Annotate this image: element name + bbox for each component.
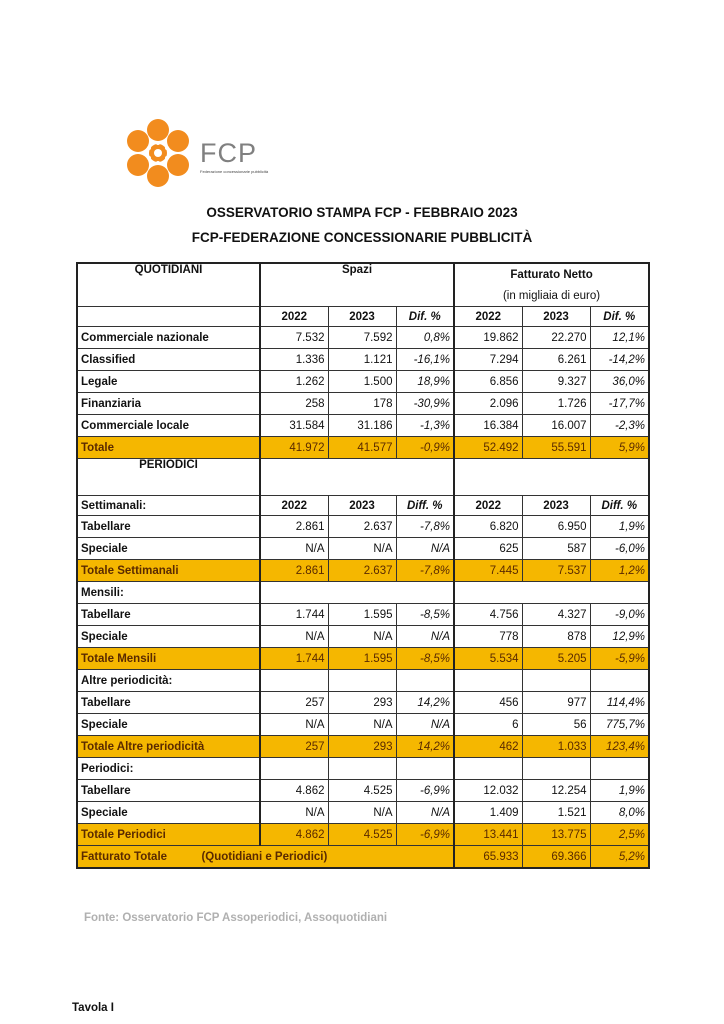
cell-value: 462 bbox=[454, 736, 522, 758]
periodici-body bbox=[77, 459, 649, 869]
row-label: Totale bbox=[77, 437, 260, 459]
empty-cell bbox=[454, 582, 649, 604]
total-row bbox=[77, 648, 649, 670]
year-cell: 2023 bbox=[328, 496, 396, 516]
empty-cell bbox=[590, 670, 649, 692]
cell-value: 5.205 bbox=[522, 648, 590, 670]
cell-value: 1.500 bbox=[328, 371, 396, 393]
cell-value: 7.445 bbox=[454, 560, 522, 582]
empty-cell bbox=[260, 459, 454, 496]
row-label: Commerciale locale bbox=[77, 415, 260, 437]
cell-value: N/A bbox=[260, 538, 328, 560]
cell-value: -14,2% bbox=[590, 349, 649, 371]
cell-value: 114,4% bbox=[590, 692, 649, 714]
row-label: Speciale bbox=[77, 802, 260, 824]
empty-cell bbox=[328, 758, 396, 780]
empty-cell bbox=[454, 670, 522, 692]
cell-value: 257 bbox=[260, 736, 328, 758]
cell-value: 258 bbox=[260, 393, 328, 415]
cell-value: 14,2% bbox=[396, 692, 454, 714]
cell-value: 2.861 bbox=[260, 516, 328, 538]
row-label: Totale Mensili bbox=[77, 648, 260, 670]
logo-tagline: Federazione concessionarie pubblicità bbox=[200, 169, 269, 174]
cell-value: 1.595 bbox=[328, 604, 396, 626]
empty-cell bbox=[522, 758, 590, 780]
cell-value: 12,9% bbox=[590, 626, 649, 648]
cell-value: 41.577 bbox=[328, 437, 396, 459]
year-cell: 2022 bbox=[260, 496, 328, 516]
table-row bbox=[77, 393, 649, 415]
cell-value: 6.820 bbox=[454, 516, 522, 538]
cell-value: N/A bbox=[328, 802, 396, 824]
cell-value: 587 bbox=[522, 538, 590, 560]
row-label: Speciale bbox=[77, 538, 260, 560]
cell-value: -8,5% bbox=[396, 648, 454, 670]
empty-cell bbox=[328, 670, 396, 692]
group-label: Settimanali: bbox=[77, 496, 260, 516]
table-caption: Tavola I bbox=[72, 1002, 114, 1014]
table-row bbox=[77, 714, 649, 736]
row-label: Legale bbox=[77, 371, 260, 393]
cell-value: 775,7% bbox=[590, 714, 649, 736]
table-row bbox=[77, 516, 649, 538]
cell-value: 778 bbox=[454, 626, 522, 648]
cell-value: 1.336 bbox=[260, 349, 328, 371]
cell-value: 31.584 bbox=[260, 415, 328, 437]
cell-value: 18,9% bbox=[396, 371, 454, 393]
year-cell: 2023 bbox=[522, 496, 590, 516]
page-title: OSSERVATORIO STAMPA FCP - FEBBRAIO 2023 bbox=[206, 205, 518, 220]
table-row bbox=[77, 692, 649, 714]
cell-value: 7.294 bbox=[454, 349, 522, 371]
cell-value: 1.744 bbox=[260, 648, 328, 670]
empty-cell bbox=[590, 758, 649, 780]
cell-value: 12.032 bbox=[454, 780, 522, 802]
year-row bbox=[77, 496, 649, 516]
total-row bbox=[77, 824, 649, 846]
page-subtitle: FCP-FEDERAZIONE CONCESSIONARIE PUBBLICITÀ bbox=[191, 230, 533, 245]
cell-value: 5,9% bbox=[590, 437, 649, 459]
table-row bbox=[77, 802, 649, 824]
cell-value: 14,2% bbox=[396, 736, 454, 758]
cell-value: N/A bbox=[396, 626, 454, 648]
year-row bbox=[77, 307, 649, 327]
cell-value: 1.262 bbox=[260, 371, 328, 393]
row-label: Tabellare bbox=[77, 516, 260, 538]
year-cell: 2023 bbox=[328, 307, 396, 327]
year-cell: 2023 bbox=[522, 307, 590, 327]
cell-value: 2.637 bbox=[328, 560, 396, 582]
data-table bbox=[76, 262, 650, 869]
fatturato-header: Fatturato Netto bbox=[454, 263, 649, 285]
cell-value: 31.186 bbox=[328, 415, 396, 437]
cell-value: -5,9% bbox=[590, 648, 649, 670]
table-row bbox=[77, 371, 649, 393]
cell-value: 12.254 bbox=[522, 780, 590, 802]
group-header-row bbox=[77, 582, 649, 604]
grand-total-title: Fatturato Totale bbox=[81, 850, 168, 863]
cell-value: -8,5% bbox=[396, 604, 454, 626]
cell-value: 12,1% bbox=[590, 327, 649, 349]
row-label: Tabellare bbox=[77, 780, 260, 802]
cell-value: 65.933 bbox=[454, 846, 522, 869]
empty-cell bbox=[454, 459, 649, 496]
cell-value: 2.861 bbox=[260, 560, 328, 582]
cell-value: -6,9% bbox=[396, 780, 454, 802]
table-row bbox=[77, 415, 649, 437]
cell-value: 0,8% bbox=[396, 327, 454, 349]
flower-logo-icon bbox=[122, 118, 200, 188]
cell-value: 36,0% bbox=[590, 371, 649, 393]
cell-value: 69.366 bbox=[522, 846, 590, 869]
cell-value: -16,1% bbox=[396, 349, 454, 371]
cell-value: 123,4% bbox=[590, 736, 649, 758]
cell-value: -0,9% bbox=[396, 437, 454, 459]
group-label: Altre periodicità: bbox=[77, 670, 260, 692]
grand-total-note: (Quotidiani e Periodici) bbox=[201, 850, 328, 863]
cell-value: -7,8% bbox=[396, 516, 454, 538]
row-label: Tabellare bbox=[77, 692, 260, 714]
empty-cell bbox=[260, 670, 328, 692]
cell-value: N/A bbox=[396, 714, 454, 736]
cell-value: 4.862 bbox=[260, 824, 328, 846]
empty-cell bbox=[454, 758, 522, 780]
row-label: Speciale bbox=[77, 714, 260, 736]
logo-brand: FCP bbox=[200, 138, 257, 168]
cell-value: 1,2% bbox=[590, 560, 649, 582]
cell-value: 16.384 bbox=[454, 415, 522, 437]
grand-total-label bbox=[77, 846, 454, 869]
cell-value: -6,9% bbox=[396, 824, 454, 846]
cell-value: 2.096 bbox=[454, 393, 522, 415]
cell-value: 22.270 bbox=[522, 327, 590, 349]
cell-value: 1,9% bbox=[590, 516, 649, 538]
group-label: Periodici: bbox=[77, 758, 260, 780]
total-row bbox=[77, 437, 649, 459]
cell-value: 4.756 bbox=[454, 604, 522, 626]
row-label: Commerciale nazionale bbox=[77, 327, 260, 349]
cell-value: 8,0% bbox=[590, 802, 649, 824]
row-label: Totale Altre periodicità bbox=[77, 736, 260, 758]
quotidiani-body bbox=[77, 327, 649, 459]
cell-value: 13.775 bbox=[522, 824, 590, 846]
cell-value: 16.007 bbox=[522, 415, 590, 437]
cell-value: 1.521 bbox=[522, 802, 590, 824]
cell-value: 293 bbox=[328, 692, 396, 714]
cell-value: -1,3% bbox=[396, 415, 454, 437]
empty-cell bbox=[260, 758, 328, 780]
empty-cell bbox=[522, 670, 590, 692]
cell-value: 13.441 bbox=[454, 824, 522, 846]
cell-value: 1.744 bbox=[260, 604, 328, 626]
year-label-cell bbox=[77, 307, 260, 327]
cell-value: N/A bbox=[328, 626, 396, 648]
cell-value: 1.595 bbox=[328, 648, 396, 670]
total-row bbox=[77, 736, 649, 758]
table-row bbox=[77, 538, 649, 560]
cell-value: 7.592 bbox=[328, 327, 396, 349]
cell-value: 7.532 bbox=[260, 327, 328, 349]
periodici-header-row bbox=[77, 459, 649, 496]
fatturato-subheader: (in migliaia di euro) bbox=[454, 285, 649, 307]
cell-value: N/A bbox=[328, 538, 396, 560]
table-row bbox=[77, 327, 649, 349]
table-row bbox=[77, 780, 649, 802]
group-header-row bbox=[77, 670, 649, 692]
cell-value: -7,8% bbox=[396, 560, 454, 582]
diff-header-cell: Diff. % bbox=[590, 496, 649, 516]
cell-value: 6 bbox=[454, 714, 522, 736]
cell-value: 19.862 bbox=[454, 327, 522, 349]
table-row bbox=[77, 349, 649, 371]
row-label: Classified bbox=[77, 349, 260, 371]
cell-value: 55.591 bbox=[522, 437, 590, 459]
cell-value: N/A bbox=[260, 802, 328, 824]
row-label: Totale Periodici bbox=[77, 824, 260, 846]
cell-value: N/A bbox=[328, 714, 396, 736]
cell-value: N/A bbox=[396, 538, 454, 560]
source-note: Fonte: Osservatorio FCP Assoperiodici, Assoquotidiani bbox=[84, 912, 388, 924]
cell-value: 52.492 bbox=[454, 437, 522, 459]
cell-value: 5.534 bbox=[454, 648, 522, 670]
row-label: Tabellare bbox=[77, 604, 260, 626]
group-label: Mensili: bbox=[77, 582, 260, 604]
cell-value: N/A bbox=[260, 626, 328, 648]
group-header-row bbox=[77, 758, 649, 780]
cell-value: 1.033 bbox=[522, 736, 590, 758]
year-cell: 2022 bbox=[260, 307, 328, 327]
cell-value: 4.525 bbox=[328, 824, 396, 846]
row-label: Finanziaria bbox=[77, 393, 260, 415]
row-label: Totale Settimanali bbox=[77, 560, 260, 582]
empty-cell bbox=[260, 582, 454, 604]
cell-value: 41.972 bbox=[260, 437, 328, 459]
cell-value: -6,0% bbox=[590, 538, 649, 560]
diff-header-cell: Dif. % bbox=[590, 307, 649, 327]
cell-value: 4.862 bbox=[260, 780, 328, 802]
cell-value: N/A bbox=[260, 714, 328, 736]
cell-value: 5,2% bbox=[590, 846, 649, 869]
diff-header-cell: Diff. % bbox=[396, 496, 454, 516]
cell-value: -2,3% bbox=[590, 415, 649, 437]
periodici-header: PERIODICI bbox=[77, 459, 260, 496]
cell-value: -9,0% bbox=[590, 604, 649, 626]
cell-value: 1,9% bbox=[590, 780, 649, 802]
cell-value: N/A bbox=[396, 802, 454, 824]
cell-value: 2,5% bbox=[590, 824, 649, 846]
table-row bbox=[77, 626, 649, 648]
cell-value: 4.327 bbox=[522, 604, 590, 626]
cell-value: 1.409 bbox=[454, 802, 522, 824]
cell-value: 878 bbox=[522, 626, 590, 648]
cell-value: 4.525 bbox=[328, 780, 396, 802]
year-cell: 2022 bbox=[454, 496, 522, 516]
cell-value: 178 bbox=[328, 393, 396, 415]
cell-value: 56 bbox=[522, 714, 590, 736]
cell-value: 6.261 bbox=[522, 349, 590, 371]
diff-header-cell: Dif. % bbox=[396, 307, 454, 327]
cell-value: 1.121 bbox=[328, 349, 396, 371]
cell-value: 456 bbox=[454, 692, 522, 714]
header-row bbox=[77, 263, 649, 285]
cell-value: -30,9% bbox=[396, 393, 454, 415]
cell-value: -17,7% bbox=[590, 393, 649, 415]
cell-value: 625 bbox=[454, 538, 522, 560]
spazi-header: Spazi bbox=[260, 263, 454, 307]
cell-value: 7.537 bbox=[522, 560, 590, 582]
cell-value: 257 bbox=[260, 692, 328, 714]
fcp-logo bbox=[122, 118, 272, 188]
row-label: Speciale bbox=[77, 626, 260, 648]
table-row bbox=[77, 604, 649, 626]
cell-value: 6.856 bbox=[454, 371, 522, 393]
quotidiani-header: QUOTIDIANI bbox=[77, 263, 260, 307]
empty-cell bbox=[396, 758, 454, 780]
cell-value: 293 bbox=[328, 736, 396, 758]
grand-total-row bbox=[77, 846, 649, 869]
total-row bbox=[77, 560, 649, 582]
empty-cell bbox=[396, 670, 454, 692]
year-cell: 2022 bbox=[454, 307, 522, 327]
cell-value: 6.950 bbox=[522, 516, 590, 538]
cell-value: 9.327 bbox=[522, 371, 590, 393]
cell-value: 2.637 bbox=[328, 516, 396, 538]
cell-value: 1.726 bbox=[522, 393, 590, 415]
cell-value: 977 bbox=[522, 692, 590, 714]
